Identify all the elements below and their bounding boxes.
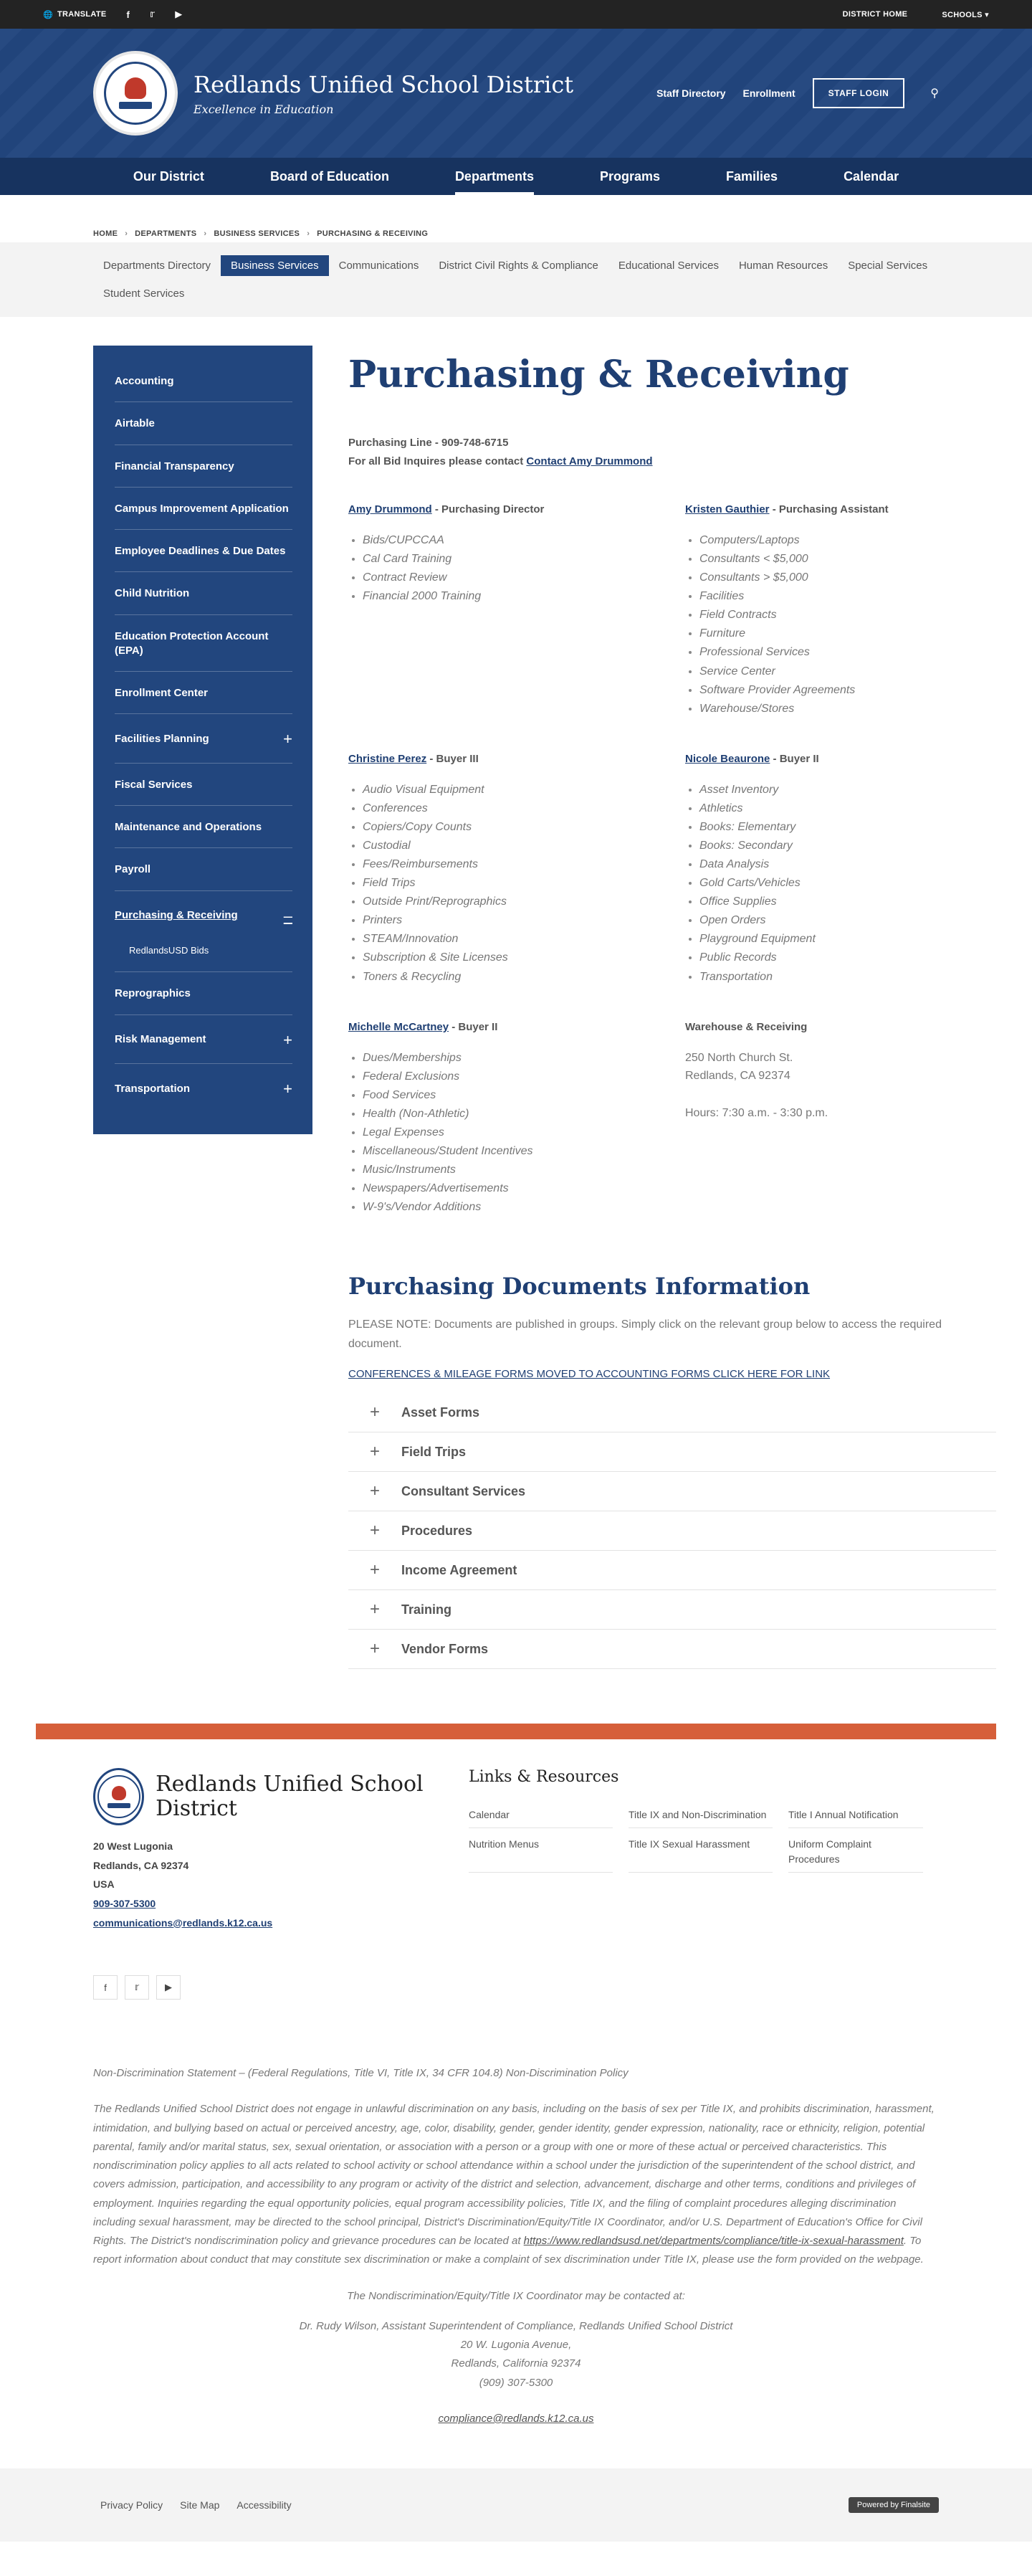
responsibility-list — [685, 781, 1000, 987]
list-item: • Transportation — [699, 968, 1000, 987]
warehouse-hours: Hours: 7:30 a.m. - 3:30 p.m. — [685, 1106, 828, 1119]
list-item: • Open Orders — [699, 911, 1000, 930]
staff-grid — [348, 503, 1000, 1217]
plus-icon: + — [369, 1600, 380, 1620]
coordinator-contact: Dr. Rudy Wilson, Assistant Superintendent of Compliance, Redlands Unified School District 20 W. Lugonia Avenue, Redlands, California 92374 (909) 307-5300 compliance@redlands.k12.ca.us — [93, 2317, 939, 2428]
chevron-right-icon: › — [204, 229, 207, 238]
footer-address: 20 West Lugonia Redlands, CA 92374 USA 909-307-5300 communications@redlands.k12.ca.us — [93, 1840, 273, 1929]
site-map-link[interactable]: Site Map — [180, 2499, 220, 2511]
accordion-field-trips[interactable]: + Field Trips — [348, 1432, 996, 1472]
nav-families[interactable]: Families — [726, 168, 778, 184]
department-subnav — [0, 242, 1032, 317]
sidebar-item-child-nutrition[interactable]: Child Nutrition — [115, 572, 292, 614]
docs-note: PLEASE NOTE: Documents are published in groups. Simply click on the relevant group below to access the required document. — [348, 1318, 942, 1350]
footer-title: Redlands Unified School District — [156, 1771, 424, 1822]
bottom-bar — [0, 2468, 1032, 2542]
list-item: • W-9's/Vendor Additions — [363, 1198, 685, 1217]
list-item: • Computers/Laptops — [699, 531, 1000, 550]
list-item: • Field Contracts — [699, 606, 1000, 624]
accordion-asset-forms[interactable]: + Asset Forms — [348, 1393, 996, 1432]
nav-calendar[interactable]: Calendar — [844, 168, 899, 184]
breadcrumb-home[interactable]: HOME — [93, 229, 118, 238]
sidebar-item-campus-improvement[interactable]: Campus Improvement Application — [115, 488, 292, 530]
breadcrumb-departments[interactable]: DEPARTMENTS — [135, 229, 197, 238]
list-item: • Contract Review — [363, 569, 685, 587]
sidebar-item-payroll[interactable]: Payroll — [115, 848, 292, 890]
globe-icon: 🌐 — [43, 10, 53, 19]
list-item: • STEAM/Innovation — [363, 930, 685, 949]
utility-bar — [0, 0, 1032, 29]
list-item: • Music/Instruments — [363, 1161, 685, 1179]
links-resources-title: Links & Resources — [469, 1768, 619, 1787]
main-content — [312, 346, 1000, 1669]
intro-text: Purchasing Line - 909-748-6715 For all Bid Inquires please contact Contact Amy Drummond — [348, 434, 1000, 470]
plus-icon: + — [369, 1521, 380, 1541]
list-item: • Toners & Recycling — [363, 968, 685, 987]
list-item: • Books: Secondary — [699, 837, 1000, 855]
statement-title: Non-Discrimination Statement – (Federal Regulations, Title VI, Title IX, 34 CFR 104.8) Non-Discrimination Policy — [93, 2067, 629, 2080]
sidebar-item-maintenance[interactable]: Maintenance and Operations — [115, 806, 292, 848]
breadcrumb — [0, 195, 1032, 242]
page-title: Purchasing & Receiving — [348, 353, 849, 396]
list-item: • Field Trips — [363, 874, 685, 893]
list-item: • Athletics — [699, 799, 1000, 818]
list-item: • Software Provider Agreements — [699, 681, 1000, 700]
schools-dropdown[interactable]: SCHOOLS ▾ — [942, 10, 989, 19]
plus-icon: + — [369, 1481, 380, 1501]
list-item: • Health (Non-Athletic) — [363, 1105, 685, 1123]
staff-name-link[interactable]: Christine Perez — [348, 752, 427, 765]
accessibility-link[interactable]: Accessibility — [236, 2499, 292, 2511]
list-item: • Data Analysis — [699, 855, 1000, 874]
staff-name-link[interactable]: Nicole Beaurone — [685, 752, 770, 765]
list-item: • Legal Expenses — [363, 1123, 685, 1142]
site-title[interactable]: Redlands Unified School District — [194, 70, 574, 98]
subnav-departments-directory[interactable]: Departments Directory — [103, 260, 211, 272]
sidebar — [93, 346, 312, 1134]
subnav-civil-rights[interactable]: District Civil Rights & Compliance — [439, 260, 598, 272]
accordion-consultant-services[interactable]: + Consultant Services — [348, 1472, 996, 1511]
list-item: • Warehouse/Stores — [699, 700, 1000, 718]
compliance-email-link[interactable]: compliance@redlands.k12.ca.us — [438, 2412, 594, 2425]
nondiscrimination-statement — [0, 2000, 1032, 2428]
list-item: • Audio Visual Equipment — [363, 781, 685, 799]
sidebar-item-employee-deadlines[interactable]: Employee Deadlines & Due Dates — [115, 530, 292, 572]
responsibility-list — [348, 781, 685, 987]
nav-board-of-education[interactable]: Board of Education — [269, 168, 389, 184]
list-item: • Facilities — [699, 587, 1000, 606]
list-item: • Professional Services — [699, 643, 1000, 662]
staff-directory-link[interactable]: Staff Directory — [656, 87, 726, 99]
list-item: • Dues/Memberships — [363, 1049, 685, 1068]
warehouse-street: 250 North Church St. — [685, 1051, 793, 1064]
documents-accordion — [348, 1393, 996, 1669]
sidebar-item-purchasing[interactable]: Purchasing & Receiving – — [115, 891, 292, 940]
staff-login-button[interactable]: STAFF LOGIN — [813, 78, 905, 108]
staff-card: Nicole Beaurone - Buyer II • Asset Inventory • Athletics • Books: Elementary • Books: Secondary • Data Analysis • Gold Carts/Vehicles • Office Supplies • Open Orders • Playground Equipment • Public Records • Transportation — [685, 753, 1000, 987]
footer-link-uniform-complaint[interactable]: Uniform Complaint Procedures — [788, 1837, 923, 1873]
list-item: • Printers — [363, 911, 685, 930]
statement-body: The Redlands Unified School District does not engage in unlawful discrimination on any basis, including on the basis of sex per Title IX, and prohibits discrimination, harassment, intimidation, and bullying based on actual or perceived ancestry, age, color, disability, gender, gender identity, gender expression, nationality, race or ethnicity, religion, potential parental, family and/or marital status, sex, sexual orientation, or association with a person or a group with one or more of these actual or perceived characteristics. This nondiscrimination policy applies to all acts related to school activity or school attendance within a school under the jurisdiction of the superintendent of the school district, and covers admission, participation, and accessibility to any program or activity of the district and selection, advancement, discharge and other terms, conditions and privileges of employment. Inquiries regarding the equal opportunity policies, equal program accessibility policies, Title IX, and the filing of complaint procedures alleging discrimination including sexual harassment, may be directed to the school principal, District's Discrimination/Equity/Title IX Coordinator, and/or U.S. Department of Education's Office for Civil Rights. The District's nondiscrimination policy and grievance procedures can be located at https://www.redlandsusd.net/departments/compliance/title-ix-sexual-harassment. To report information about conduct that may constitute sex discrimination or make a complaint of sex discrimination under Title IX, please use the form provided on the webpage. — [93, 2103, 935, 2266]
list-item: • Playground Equipment — [699, 930, 1000, 949]
staff-card: Michelle McCartney - Buyer II • Dues/Memberships • Federal Exclusions • Food Services • Health (Non-Athletic) • Legal Expenses • Miscellaneous/Student Incentives • Music/Instruments • Newspapers/Advertisements • W-9's/Vendor Additions — [348, 1021, 685, 1217]
footer-phone-link[interactable]: 909-307-5300 — [93, 1897, 156, 1909]
chevron-right-icon: › — [307, 229, 310, 238]
list-item: • Copiers/Copy Counts — [363, 818, 685, 837]
list-item: • Books: Elementary — [699, 818, 1000, 837]
subnav-human-resources[interactable]: Human Resources — [738, 260, 828, 272]
list-item: • Cal Card Training — [363, 550, 685, 569]
search-icon[interactable]: ⚲ — [930, 87, 939, 100]
subnav-special-services[interactable]: Special Services — [848, 260, 928, 272]
staff-name-link[interactable]: Kristen Gauthier — [685, 503, 770, 515]
warehouse-card — [685, 1021, 1000, 1217]
policy-link[interactable]: https://www.redlandsusd.net/departments/compliance/title-ix-sexual-harassment — [523, 2235, 904, 2248]
list-item: • Miscellaneous/Student Incentives — [363, 1142, 685, 1161]
privacy-policy-link[interactable]: Privacy Policy — [100, 2499, 163, 2511]
site-tagline: Excellence in Education — [194, 102, 334, 116]
breadcrumb-business-services[interactable]: BUSINESS SERVICES — [214, 229, 300, 238]
footer-link-calendar[interactable]: Calendar — [469, 1807, 613, 1828]
footer-email-link[interactable]: communications@redlands.k12.ca.us — [93, 1916, 273, 1929]
plus-icon: + — [369, 1560, 380, 1580]
powered-by-badge[interactable]: Powered by Finalsite — [849, 2497, 939, 2513]
list-item: • Conferences — [363, 799, 685, 818]
warehouse-title: Warehouse & Receiving — [685, 1020, 808, 1033]
docs-title: Purchasing Documents Information — [348, 1273, 811, 1301]
sidebar-item-enrollment-center[interactable]: Enrollment Center — [115, 672, 292, 714]
staff-card: Christine Perez - Buyer III • Audio Visual Equipment • Conferences • Copiers/Copy Counts • Custodial • Fees/Reimbursements • Field Trips • Outside Print/Reprographics • Printers • STEAM/Innovation • Subscription & Site Licenses • Toners & Recycling — [348, 753, 685, 987]
footer-link-title-ix-harassment[interactable]: Title IX Sexual Harassment — [629, 1837, 773, 1873]
plus-icon: + — [369, 1402, 380, 1422]
list-item: • Consultants > $5,000 — [699, 569, 1000, 587]
accordion-procedures[interactable]: + Procedures — [348, 1511, 996, 1551]
list-item: • Consultants < $5,000 — [699, 550, 1000, 569]
accordion-income-agreement[interactable]: + Income Agreement — [348, 1551, 996, 1590]
list-item: • Subscription & Site Licenses — [363, 949, 685, 967]
list-item: • Public Records — [699, 949, 1000, 967]
youtube-icon[interactable]: ▶ — [156, 1975, 181, 2000]
list-item: • Outside Print/Reprographics — [363, 893, 685, 911]
plus-icon: + — [369, 1639, 380, 1659]
list-item: • Newspapers/Advertisements — [363, 1179, 685, 1198]
list-item: • Gold Carts/Vehicles — [699, 874, 1000, 893]
sidebar-item-fiscal-services[interactable]: Fiscal Services — [115, 764, 292, 806]
breadcrumb-current: PURCHASING & RECEIVING — [317, 229, 429, 238]
responsibility-list — [348, 531, 685, 606]
facebook-icon[interactable]: f — [126, 9, 130, 20]
footer-link-title-i[interactable]: Title I Annual Notification — [788, 1807, 923, 1828]
sidebar-item-epa[interactable]: Education Protection Account (EPA) — [115, 615, 292, 672]
enrollment-link[interactable]: Enrollment — [742, 87, 796, 99]
main-nav — [0, 158, 1032, 195]
staff-name-link[interactable]: Michelle McCartney — [348, 1020, 449, 1033]
translate-button[interactable]: 🌐 TRANSLATE — [43, 10, 107, 19]
youtube-icon[interactable]: ▶ — [175, 9, 183, 19]
warehouse-city: Redlands, CA 92374 — [685, 1070, 790, 1083]
contact-amy-link[interactable]: Contact Amy Drummond — [526, 455, 653, 467]
sidebar-item-facilities-planning[interactable]: Facilities Planning + — [115, 714, 292, 764]
list-item: • Financial 2000 Training — [363, 587, 685, 606]
list-item: • Furniture — [699, 624, 1000, 643]
site-footer — [0, 1739, 1032, 2000]
twitter-icon[interactable]: 𝕣 — [150, 9, 156, 19]
nav-our-district[interactable]: Our District — [133, 168, 204, 184]
nav-programs[interactable]: Programs — [599, 168, 661, 184]
footer-accent-bar — [36, 1724, 996, 1739]
sidebar-item-reprographics[interactable]: Reprographics — [115, 972, 292, 1014]
purchasing-phone: Purchasing Line - 909-748-6715 — [348, 437, 509, 449]
footer-logo[interactable] — [93, 1768, 144, 1825]
list-item: • Custodial — [363, 837, 685, 855]
chevron-right-icon: › — [125, 229, 128, 238]
staff-card: Kristen Gauthier - Purchasing Assistant • Computers/Laptops • Consultants < $5,000 • Consultants > $5,000 • Facilities • Field Contracts • Furniture • Professional Services • Service Center • Software Provider Agreements • Warehouse/Stores — [685, 503, 1000, 718]
subnav-communications[interactable]: Communications — [338, 260, 419, 272]
subnav-educational-services[interactable]: Educational Services — [618, 260, 719, 272]
footer-link-title-ix[interactable]: Title IX and Non-Discrimination — [629, 1807, 773, 1828]
coordinator-intro: The Nondiscrimination/Equity/Title IX Coordinator may be contacted at: — [347, 2289, 685, 2302]
site-header — [0, 29, 1032, 158]
sidebar-item-risk-management[interactable]: Risk Management + — [115, 1015, 292, 1065]
list-item: • Bids/CUPCCAA — [363, 531, 685, 550]
list-item: • Fees/Reimbursements — [363, 855, 685, 874]
list-item: • Asset Inventory — [699, 781, 1000, 799]
responsibility-list — [685, 531, 1000, 718]
plus-icon[interactable]: + — [283, 730, 292, 748]
staff-name-link[interactable]: Amy Drummond — [348, 503, 432, 515]
accounting-forms-link[interactable]: CONFERENCES & MILEAGE FORMS MOVED TO ACCOUNTING FORMS CLICK HERE FOR LINK — [348, 1368, 831, 1381]
twitter-icon[interactable]: 𝕣 — [125, 1975, 149, 2000]
list-item: • Food Services — [363, 1086, 685, 1105]
nav-departments[interactable]: Departments — [422, 158, 567, 195]
plus-icon[interactable]: + — [283, 1030, 292, 1049]
list-item: • Office Supplies — [699, 893, 1000, 911]
minus-icon[interactable]: – — [283, 906, 292, 925]
list-item: • Service Center — [699, 662, 1000, 681]
responsibility-list — [348, 1049, 685, 1217]
district-logo[interactable] — [93, 51, 178, 136]
sidebar-item-financial-transparency[interactable]: Financial Transparency — [115, 445, 292, 488]
facebook-icon[interactable]: f — [93, 1975, 118, 2000]
plus-icon[interactable]: + — [283, 1080, 292, 1098]
accordion-training[interactable]: + Training — [348, 1590, 996, 1630]
subnav-business-services[interactable]: Business Services — [221, 255, 329, 276]
sidebar-item-airtable[interactable]: Airtable — [115, 402, 292, 445]
footer-links — [469, 1807, 939, 1881]
footer-link-nutrition[interactable]: Nutrition Menus — [469, 1837, 613, 1873]
sidebar-subitem-bids[interactable]: RedlandsUSD Bids — [115, 939, 292, 972]
district-home-link[interactable]: DISTRICT HOME — [842, 10, 908, 19]
accordion-vendor-forms[interactable]: + Vendor Forms — [348, 1630, 996, 1669]
staff-card: Amy Drummond - Purchasing Director • Bids/CUPCCAA • Cal Card Training • Contract Review • Financial 2000 Training — [348, 503, 685, 718]
plus-icon: + — [369, 1442, 380, 1462]
brand — [194, 71, 573, 116]
subnav-student-services[interactable]: Student Services — [103, 287, 185, 300]
sidebar-item-accounting[interactable]: Accounting — [115, 360, 292, 402]
list-item: • Federal Exclusions — [363, 1068, 685, 1086]
sidebar-item-transportation[interactable]: Transportation + — [115, 1064, 292, 1113]
